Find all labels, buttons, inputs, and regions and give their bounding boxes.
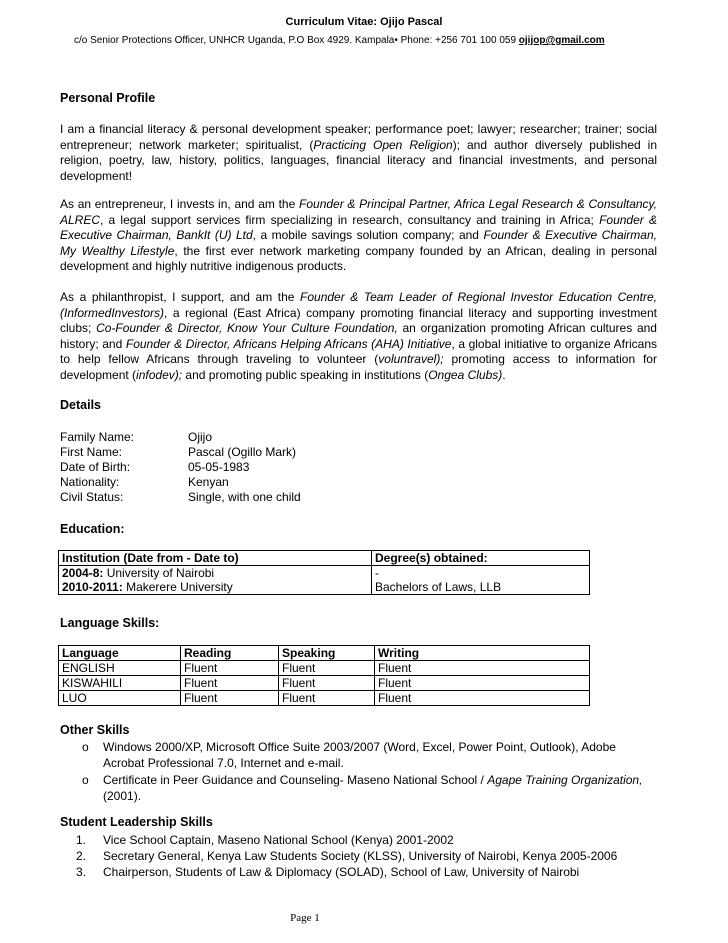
details-value: Pascal (Ogillo Mark) [188,445,297,459]
table-row [59,691,590,706]
address-text: c/o Senior Protections Officer, UNHCR Uganda, P.O Box 4929. Kampala• Phone: +256 701 100 059 [74,35,517,46]
p2-text-f: Founder & Executive Chairman, My Wealthy Lifestyle [60,228,657,258]
table-cell [59,566,372,595]
p2-text-b: Founder & Principal Partner, Africa Legal Research & Consultancy, ALREC [60,197,657,227]
language-heading: Language Skills: [60,616,160,630]
p3-text-d: Co-Founder & Director, Know Your Culture Foundation, [96,321,398,335]
list-item [76,864,676,880]
table-cell [372,566,590,595]
leadership-heading: Student Leadership Skills [60,815,213,829]
edu-institution: Makerere University [122,580,233,594]
table-cell: Fluent [181,661,279,676]
details-key: Nationality: [60,475,120,489]
education-table [58,550,590,595]
details-value: Kenyan [188,475,229,489]
table-cell: Fluent [181,691,279,706]
table-cell: LUO [59,691,181,706]
edu-year: 2010-2011: [62,580,123,594]
p2-text-a: As an entrepreneur, I invests in, and am the [60,197,300,211]
bullet-icon: o [82,773,89,787]
table-cell: Fluent [375,691,590,706]
details-row [60,460,301,475]
p3-text-c: , a regional (East Africa) company promoting financial literacy and supporting investment clubs; [60,305,657,335]
table-header-cell: Language [59,646,181,661]
contact-address [74,35,605,46]
item-number: 3. [76,865,87,879]
item-text: Vice School Captain, Maseno National School (Kenya) 2001-2002 [103,833,454,847]
table-row [59,676,590,691]
p3-text-f: Founder & Director, Africans Helping Africans (AHA) Initiative [125,336,452,351]
table-cell: ENGLISH [59,661,181,676]
item-text: Secretary General, Kenya Law Students Society (KLSS), University of Nairobi, Kenya 2005-2006 [103,849,618,863]
table-cell: Fluent [375,661,590,676]
p1-text-c: ); and author diversely published in religion, poetry, law, history, politics, languages, financial literacy and financial investments, and personal development! [60,137,657,183]
p3-text-a: As a philanthropist, I support, and am the [60,290,301,304]
details-key: First Name: [60,445,123,459]
details-row [60,475,301,490]
email-link[interactable]: ojijop@gmail.com [518,35,605,46]
p1-text-a: I am a financial literacy & personal development speaker; performance poet; lawyer; researcher; trainer; social entrepreneur; network marketer; spiritualist, ( [60,122,657,152]
p3-text-k: and promoting public speaking in institutions ( [182,367,429,382]
item-number: 2. [76,849,87,863]
table-row [59,661,590,676]
p2-text-g: , the first ever network marketing company founded by an African, dealing in personal development and highly nutritive indigenous products. [60,243,657,273]
item-text: Chairperson, Students of Law & Diplomacy (SOLAD), School of Law, University of Nairobi [103,865,580,879]
table-cell: Fluent [181,676,279,691]
details-value: Ojijo [188,430,213,444]
table-cell: Fluent [375,676,590,691]
p3-text-g: , a global initiative to organize Africans to help fellow Africans through traveling to volunteer ( [60,336,657,366]
details-row [60,430,301,445]
details-value: 05-05-1983 [188,460,250,474]
language-table [58,645,590,706]
p3-text-j: infodev); [136,367,183,382]
details-row [60,490,301,505]
p2-text-e: , a mobile savings solution company; and [252,228,484,242]
details-list [60,430,301,505]
details-key: Date of Birth: [60,460,131,474]
details-key: Family Name: [60,430,135,444]
p3-text-h: voluntravel); [378,352,444,366]
bullet-icon: o [82,740,89,754]
table-cell: Fluent [279,661,375,676]
skill-text-c: (2001). [103,789,142,803]
details-heading: Details [60,398,101,412]
item-number: 1. [76,833,87,847]
profile-paragraph-1 [60,122,657,184]
profile-heading: Personal Profile [60,91,156,105]
page-number: Page 1 [290,912,320,924]
details-key: Civil Status: [60,490,124,504]
list-item: Windows 2000/XP, Microsoft Office Suite 2003/2007 (Word, Excel, Power Point, Outlook), Adobe Acrobat Professional 7.0, Internet and e-mail. [103,740,616,770]
p3-text-m: . [502,367,506,382]
edu-year: 2004-8: [62,566,104,580]
edu-institution: University of Nairobi [103,566,215,580]
p3-text-l: Ongea Clubs) [428,367,503,382]
table-header-cell: Degree(s) obtained: [372,551,590,566]
table-header-cell: Speaking [279,646,375,661]
leadership-list [76,832,676,880]
p3-text-e: an organization promoting African cultures and history; and [60,321,657,351]
skill-text-a: Certificate in Peer Guidance and Counseling- Maseno National School / [103,773,488,787]
list-item [103,772,648,804]
edu-degree: Bachelors of Laws, LLB [375,580,502,594]
profile-paragraph-2 [60,197,657,275]
table-row [59,646,590,661]
list-item [76,848,676,864]
p2-text-c: , a legal support services firm specializing in research, consultancy and training in Africa; [100,212,600,227]
table-header-cell: Institution (Date from - Date to) [59,551,372,566]
list-item [76,832,676,848]
p3-text-b: Founder & Team Leader of Regional Investor Education Centre, (InformedInvestors) [60,290,657,320]
details-value: Single, with one child [188,490,301,504]
other-skills-heading: Other Skills [60,723,130,737]
cv-title: Curriculum Vitae: Ojijo Pascal [285,16,443,28]
table-cell: KISWAHILI [59,676,181,691]
edu-degree: - [375,566,379,580]
table-cell: Fluent [279,676,375,691]
p3-text-i: promoting access to information for development ( [60,352,657,382]
education-heading: Education: [60,522,125,536]
skill-text-b: Agape Training Organization, [487,773,643,787]
table-header-cell: Reading [181,646,279,661]
p1-text-b: Practicing Open Religion [313,137,453,152]
table-row [59,551,590,566]
table-header-cell: Writing [375,646,590,661]
profile-paragraph-3 [60,290,657,383]
details-row [60,445,301,460]
p2-text-d: Founder & Executive Chairman, BankIt (U) Ltd [60,212,657,242]
table-cell: Fluent [279,691,375,706]
table-row [59,566,590,595]
